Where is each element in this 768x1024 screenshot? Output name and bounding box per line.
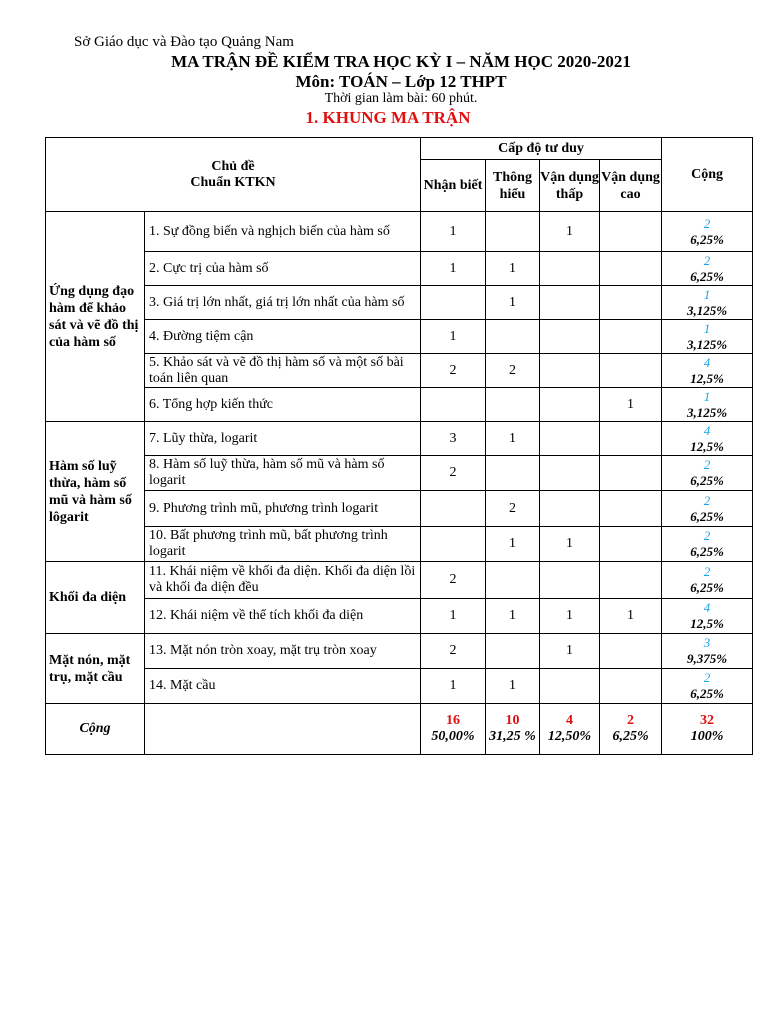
row-count: 2 bbox=[703, 457, 711, 472]
summary-nb-percent: 50,00% bbox=[431, 729, 475, 744]
vdt-cell bbox=[540, 320, 600, 354]
vdc-cell bbox=[600, 527, 662, 562]
row-count: 1 bbox=[703, 286, 711, 302]
section-heading: 1. KHUNG MA TRẬN bbox=[305, 108, 471, 127]
table-row bbox=[46, 212, 753, 252]
document-title: MA TRẬN ĐỀ KIỂM TRA HỌC KỲ I – NĂM HỌC 2020-2021 bbox=[171, 52, 631, 71]
summary-vdc bbox=[600, 704, 662, 755]
vdt-cell bbox=[540, 456, 600, 491]
nb-cell: 2 bbox=[421, 562, 486, 599]
row-count: 1 bbox=[703, 320, 711, 336]
vdt-cell bbox=[540, 286, 600, 320]
row-total bbox=[662, 669, 753, 704]
th-cell: 1 bbox=[486, 599, 540, 634]
topic-cell: 1. Sự đồng biến và nghịch biến của hàm số bbox=[145, 212, 421, 252]
topic-cell: 12. Khái niệm về thể tích khối đa diện bbox=[145, 599, 421, 634]
summary-th-count: 10 bbox=[505, 713, 520, 728]
topic-cell: 2. Cực trị của hàm số bbox=[145, 252, 421, 286]
nb-cell: 2 bbox=[421, 456, 486, 491]
vdt-cell bbox=[540, 491, 600, 527]
topic-cell: 10. Bất phương trình mũ, bất phương trình logarit bbox=[145, 527, 421, 562]
row-percent: 6,25% bbox=[690, 231, 724, 247]
row-total bbox=[662, 422, 753, 456]
th-cell bbox=[486, 212, 540, 252]
vdc-cell: 1 bbox=[600, 388, 662, 422]
vdc-cell bbox=[600, 212, 662, 252]
subject-line: Môn: TOÁN – Lớp 12 THPT bbox=[295, 72, 507, 91]
row-percent: 6,25% bbox=[690, 473, 724, 488]
row-total bbox=[662, 286, 753, 320]
row-percent: 12,5% bbox=[690, 616, 724, 631]
row-count: 2 bbox=[703, 492, 711, 508]
nb-cell: 1 bbox=[421, 252, 486, 286]
group-label: Hàm số luỹ thừa, hàm số mũ và hàm số lôgarit bbox=[46, 422, 145, 562]
nb-cell bbox=[421, 388, 486, 422]
row-percent: 3,125% bbox=[686, 336, 728, 352]
topic-column-header bbox=[46, 138, 421, 212]
row-total bbox=[662, 527, 753, 562]
levels-group-header: Cấp độ tư duy bbox=[421, 138, 662, 160]
summary-label: Cộng bbox=[46, 704, 145, 755]
row-percent: 6,25% bbox=[690, 544, 724, 559]
row-percent: 6,25% bbox=[690, 686, 724, 701]
row-count: 2 bbox=[703, 670, 711, 685]
row-total bbox=[662, 252, 753, 286]
level-header-nhan-biet: Nhận biết bbox=[421, 160, 486, 212]
row-total bbox=[662, 491, 753, 527]
topic-cell: 8. Hàm số luỹ thừa, hàm số mũ và hàm số logarit bbox=[145, 456, 421, 491]
row-total bbox=[662, 320, 753, 354]
th-cell bbox=[486, 456, 540, 491]
summary-total-percent: 100% bbox=[690, 729, 724, 744]
vdt-cell: 1 bbox=[540, 212, 600, 252]
vdt-cell bbox=[540, 388, 600, 422]
nb-cell: 2 bbox=[421, 634, 486, 669]
summary-vdt-percent: 12,50% bbox=[547, 729, 592, 744]
th-cell: 1 bbox=[486, 527, 540, 562]
time-limit: Thời gian làm bài: 60 phút. bbox=[324, 91, 478, 106]
row-count: 2 bbox=[703, 252, 711, 268]
summary-row bbox=[46, 704, 753, 755]
row-count: 3 bbox=[703, 635, 711, 650]
vdc-cell bbox=[600, 252, 662, 286]
vdt-cell: 1 bbox=[540, 634, 600, 669]
summary-th bbox=[486, 704, 540, 755]
table-row bbox=[46, 599, 753, 634]
row-count: 4 bbox=[703, 422, 711, 438]
nb-cell: 1 bbox=[421, 599, 486, 634]
th-cell: 2 bbox=[486, 354, 540, 388]
th-cell bbox=[486, 562, 540, 599]
total-column-header: Cộng bbox=[662, 138, 753, 212]
row-count: 4 bbox=[703, 354, 711, 370]
table-row bbox=[46, 388, 753, 422]
vdc-cell bbox=[600, 320, 662, 354]
table-row bbox=[46, 456, 753, 491]
topic-cell: 7. Lũy thừa, logarit bbox=[145, 422, 421, 456]
summary-nb bbox=[421, 704, 486, 755]
table-row bbox=[46, 354, 753, 388]
th-cell bbox=[486, 388, 540, 422]
vdt-cell bbox=[540, 669, 600, 704]
topic-header-line2: Chuẩn KTKN bbox=[190, 174, 276, 190]
vdc-cell bbox=[600, 456, 662, 491]
topic-cell: 14. Mặt cầu bbox=[145, 669, 421, 704]
row-percent: 6,25% bbox=[690, 508, 724, 524]
summary-th-percent: 31,25 % bbox=[489, 729, 536, 744]
topic-header-line1: Chủ đề bbox=[211, 158, 255, 174]
row-total bbox=[662, 212, 753, 252]
topic-cell: 3. Giá trị lớn nhất, giá trị lớn nhất của hàm số bbox=[145, 286, 421, 320]
row-percent: 3,125% bbox=[686, 302, 728, 318]
th-cell: 1 bbox=[486, 286, 540, 320]
row-total bbox=[662, 388, 753, 422]
group-label: Ứng dụng đạo hàm để khảo sát và vẽ đồ thị của hàm số bbox=[46, 212, 145, 422]
row-total bbox=[662, 354, 753, 388]
topic-cell: 11. Khái niệm về khối đa diện. Khối đa diện lồi và khối đa diện đều bbox=[145, 562, 421, 599]
vdt-cell bbox=[540, 252, 600, 286]
topic-cell: 9. Phương trình mũ, phương trình logarit bbox=[145, 491, 421, 527]
table-row bbox=[46, 669, 753, 704]
summary-vdt-count: 4 bbox=[566, 713, 574, 728]
summary-vdc-percent: 6,25% bbox=[612, 729, 649, 744]
th-cell bbox=[486, 320, 540, 354]
row-count: 2 bbox=[703, 528, 711, 543]
row-count: 2 bbox=[703, 564, 711, 579]
table-row bbox=[46, 422, 753, 456]
table-row bbox=[46, 286, 753, 320]
row-count: 2 bbox=[703, 215, 711, 231]
row-percent: 12,5% bbox=[690, 438, 724, 454]
nb-cell: 3 bbox=[421, 422, 486, 456]
level-header-van-dung-thap: Vận dụng thấp bbox=[540, 160, 600, 212]
vdt-cell bbox=[540, 354, 600, 388]
table-row bbox=[46, 252, 753, 286]
department-name: Sở Giáo dục và Đào tạo Quảng Nam bbox=[74, 34, 294, 50]
vdt-cell: 1 bbox=[540, 599, 600, 634]
row-percent: 3,125% bbox=[686, 404, 728, 420]
summary-total bbox=[662, 704, 753, 755]
th-cell: 1 bbox=[486, 422, 540, 456]
group-label: Mặt nón, mặt trụ, mặt cầu bbox=[46, 634, 145, 704]
summary-total-count: 32 bbox=[700, 713, 715, 728]
table-row bbox=[46, 320, 753, 354]
topic-cell: 6. Tổng hợp kiến thức bbox=[145, 388, 421, 422]
level-header-thong-hieu: Thông hiểu bbox=[486, 160, 540, 212]
table-row bbox=[46, 491, 753, 527]
nb-cell bbox=[421, 491, 486, 527]
th-cell: 1 bbox=[486, 669, 540, 704]
topic-cell: 4. Đường tiệm cận bbox=[145, 320, 421, 354]
th-cell: 1 bbox=[486, 252, 540, 286]
level-header-van-dung-cao: Vận dụng cao bbox=[600, 160, 662, 212]
nb-cell bbox=[421, 527, 486, 562]
row-count: 4 bbox=[703, 600, 711, 615]
matrix-table bbox=[45, 137, 753, 755]
vdt-cell bbox=[540, 562, 600, 599]
row-total bbox=[662, 562, 753, 599]
vdc-cell bbox=[600, 669, 662, 704]
summary-empty-cell bbox=[145, 704, 421, 755]
vdc-cell bbox=[600, 562, 662, 599]
row-total bbox=[662, 599, 753, 634]
topic-cell: 5. Khảo sát và vẽ đồ thị hàm số và một số bài toán liên quan bbox=[145, 354, 421, 388]
vdc-cell bbox=[600, 491, 662, 527]
vdc-cell bbox=[600, 286, 662, 320]
table-row bbox=[46, 634, 753, 669]
vdt-cell bbox=[540, 422, 600, 456]
group-label: Khối đa diện bbox=[46, 562, 145, 634]
summary-vdc-count: 2 bbox=[627, 713, 635, 728]
row-total bbox=[662, 456, 753, 491]
vdc-cell bbox=[600, 354, 662, 388]
row-percent: 6,25% bbox=[690, 268, 724, 284]
topic-cell: 13. Mặt nón tròn xoay, mặt trụ tròn xoay bbox=[145, 634, 421, 669]
row-count: 1 bbox=[703, 388, 711, 404]
table-row bbox=[46, 562, 753, 599]
summary-vdt bbox=[540, 704, 600, 755]
row-percent: 6,25% bbox=[690, 580, 724, 595]
vdc-cell bbox=[600, 422, 662, 456]
nb-cell: 1 bbox=[421, 669, 486, 704]
th-cell: 2 bbox=[486, 491, 540, 527]
row-percent: 9,375% bbox=[686, 651, 728, 666]
nb-cell: 1 bbox=[421, 320, 486, 354]
vdc-cell bbox=[600, 634, 662, 669]
summary-nb-count: 16 bbox=[446, 713, 461, 728]
vdt-cell: 1 bbox=[540, 527, 600, 562]
nb-cell: 2 bbox=[421, 354, 486, 388]
vdc-cell: 1 bbox=[600, 599, 662, 634]
table-row bbox=[46, 527, 753, 562]
nb-cell bbox=[421, 286, 486, 320]
th-cell bbox=[486, 634, 540, 669]
row-percent: 12,5% bbox=[690, 370, 724, 386]
row-total bbox=[662, 634, 753, 669]
nb-cell: 1 bbox=[421, 212, 486, 252]
